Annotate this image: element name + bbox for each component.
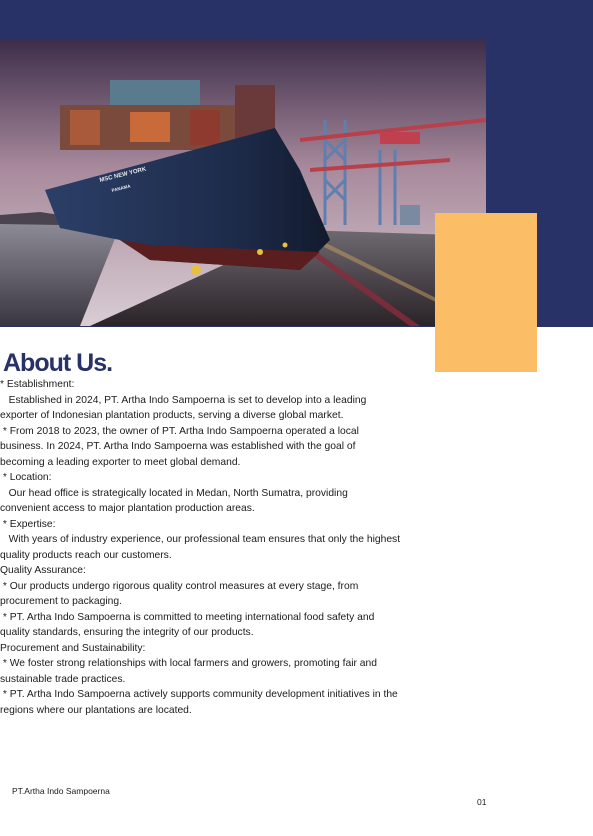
ship-name-text: MSC NEW YORK <box>99 166 147 184</box>
page-title: About Us. <box>3 349 113 377</box>
ship-port-text: PANAMA <box>111 183 132 193</box>
footer-company-name: PT.Artha Indo Sampoerna <box>12 786 110 796</box>
body-line: * Expertise: <box>0 518 56 530</box>
body-line: quality products reach our customers. <box>0 549 172 561</box>
body-line: * Location: <box>0 472 52 483</box>
body-line: * Our products undergo rigorous quality control measures at every stage, from <box>0 580 359 592</box>
body-line: procurement to packaging. <box>0 596 122 607</box>
about-us-body <box>0 377 440 718</box>
page-number: 01 <box>477 797 487 807</box>
body-line: * We foster strong relationships with local farmers and growers, promoting fair and <box>0 658 377 669</box>
body-line: Procurement and Sustainability: <box>0 642 146 654</box>
body-line: business. In 2024, PT. Artha Indo Sampoerna was established with the goal of <box>0 441 356 452</box>
body-line: * From 2018 to 2023, the owner of PT. Artha Indo Sampoerna operated a local <box>0 425 359 437</box>
navy-top-band <box>0 0 593 40</box>
body-line: * PT. Artha Indo Sampoerna is committed to meeting international food safety and <box>0 611 375 623</box>
body-line: * Establishment: <box>0 379 75 390</box>
body-line: Quality Assurance: <box>0 565 86 576</box>
body-line: Our head office is strategically located in Medan, North Sumatra, providing <box>0 487 348 499</box>
cargo-ship-illustration <box>0 40 486 326</box>
body-line: regions where our plantations are located. <box>0 704 192 716</box>
body-line: convenient access to major plantation production areas. <box>0 503 255 514</box>
body-line: sustainable trade practices. <box>0 673 126 685</box>
body-line: * PT. Artha Indo Sampoerna actively supports community development initiatives in the <box>0 689 398 700</box>
accent-yellow-block <box>435 213 537 372</box>
body-line: quality standards, ensuring the integrity of our products. <box>0 627 254 638</box>
body-line: becoming a leading exporter to meet global demand. <box>0 456 241 468</box>
cargo-ship-photo <box>0 40 486 326</box>
body-line: Established in 2024, PT. Artha Indo Sampoerna is set to develop into a leading <box>0 394 367 406</box>
body-line: exporter of Indonesian plantation products, serving a diverse global market. <box>0 410 344 421</box>
body-line: With years of industry experience, our professional team ensures that only the highest <box>0 534 401 545</box>
